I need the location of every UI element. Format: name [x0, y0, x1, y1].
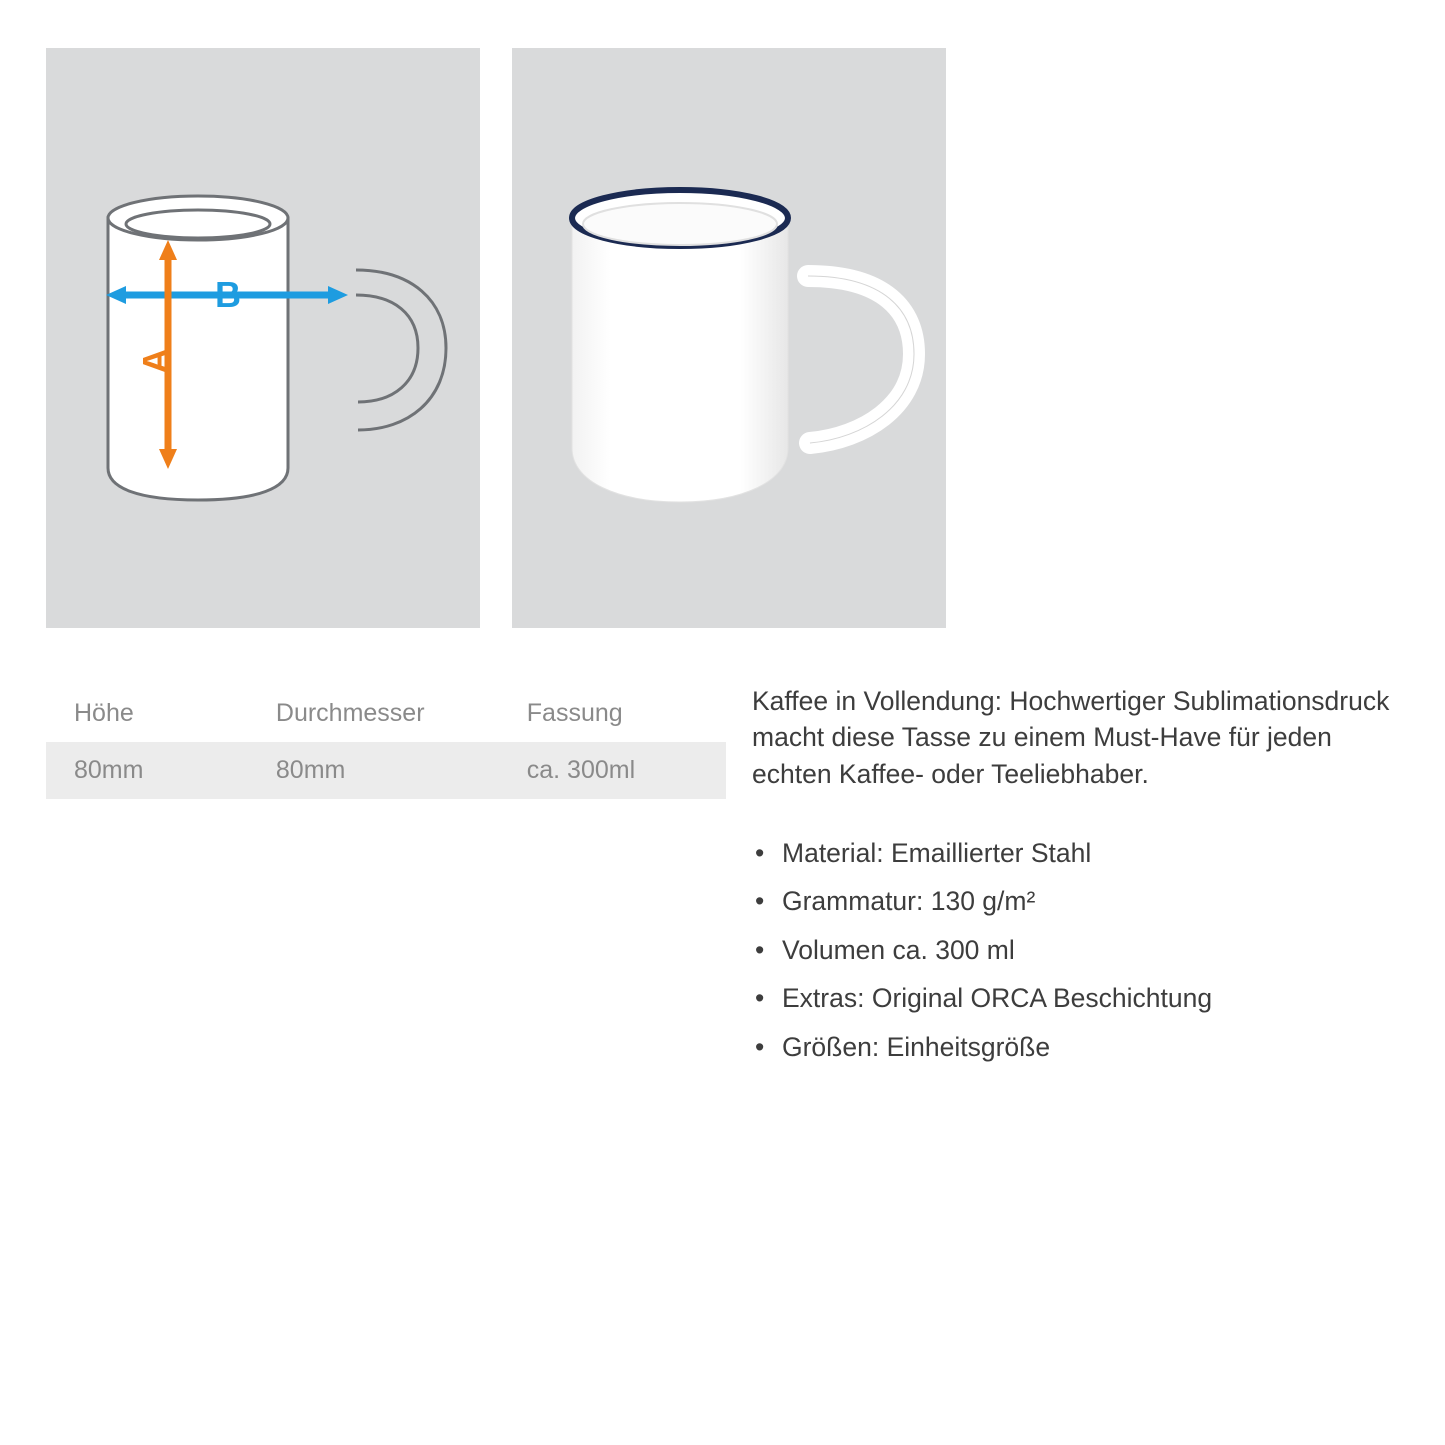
- specs-value-height: 80mm: [46, 742, 248, 799]
- list-item-label: Grammatur: 130 g/m²: [782, 886, 1036, 917]
- bullet-icon: •: [755, 983, 765, 1014]
- specs-value-capacity: ca. 300ml: [499, 742, 726, 799]
- mug-dimension-diagram: [46, 48, 480, 628]
- description-paragraph: Kaffee in Vollendung: Hochwertiger Sublimationsdruck macht diese Tasse zu einem Must-Have für jeden echten Kaffee- oder Teeliebhaber.: [752, 686, 1390, 789]
- specs-table: [46, 685, 726, 799]
- list-item-label: Material: Emaillierter Stahl: [782, 837, 1092, 868]
- list-item: [752, 1030, 1392, 1064]
- product-description: [752, 683, 1392, 1078]
- list-item: [752, 933, 1392, 967]
- list-item-label: Extras: Original ORCA Beschichtung: [782, 983, 1213, 1014]
- mug-photo-panel: [512, 48, 946, 628]
- specs-value-row: [46, 742, 726, 799]
- bullet-icon: •: [755, 934, 765, 965]
- mug-dimension-diagram-panel: [46, 48, 480, 628]
- list-item-label: Größen: Einheitsgröße: [782, 1031, 1051, 1062]
- specs-header-height: Höhe: [46, 685, 248, 742]
- height-label: A: [135, 348, 176, 374]
- specs-header-row: [46, 685, 726, 742]
- feature-list: [752, 836, 1392, 1064]
- mug-photo: [512, 48, 946, 628]
- list-item: [752, 981, 1392, 1015]
- diameter-label: B: [215, 274, 241, 315]
- specs-header-capacity: Fassung: [499, 685, 726, 742]
- list-item-label: Volumen ca. 300 ml: [782, 934, 1015, 965]
- bullet-icon: •: [755, 1031, 765, 1062]
- specs-value-diameter: 80mm: [248, 742, 499, 799]
- product-image-panels: [46, 48, 946, 628]
- bullet-icon: •: [755, 837, 765, 868]
- bullet-icon: •: [755, 886, 765, 917]
- specs-header-diameter: Durchmesser: [248, 685, 499, 742]
- list-item: [752, 836, 1392, 870]
- list-item: [752, 884, 1392, 918]
